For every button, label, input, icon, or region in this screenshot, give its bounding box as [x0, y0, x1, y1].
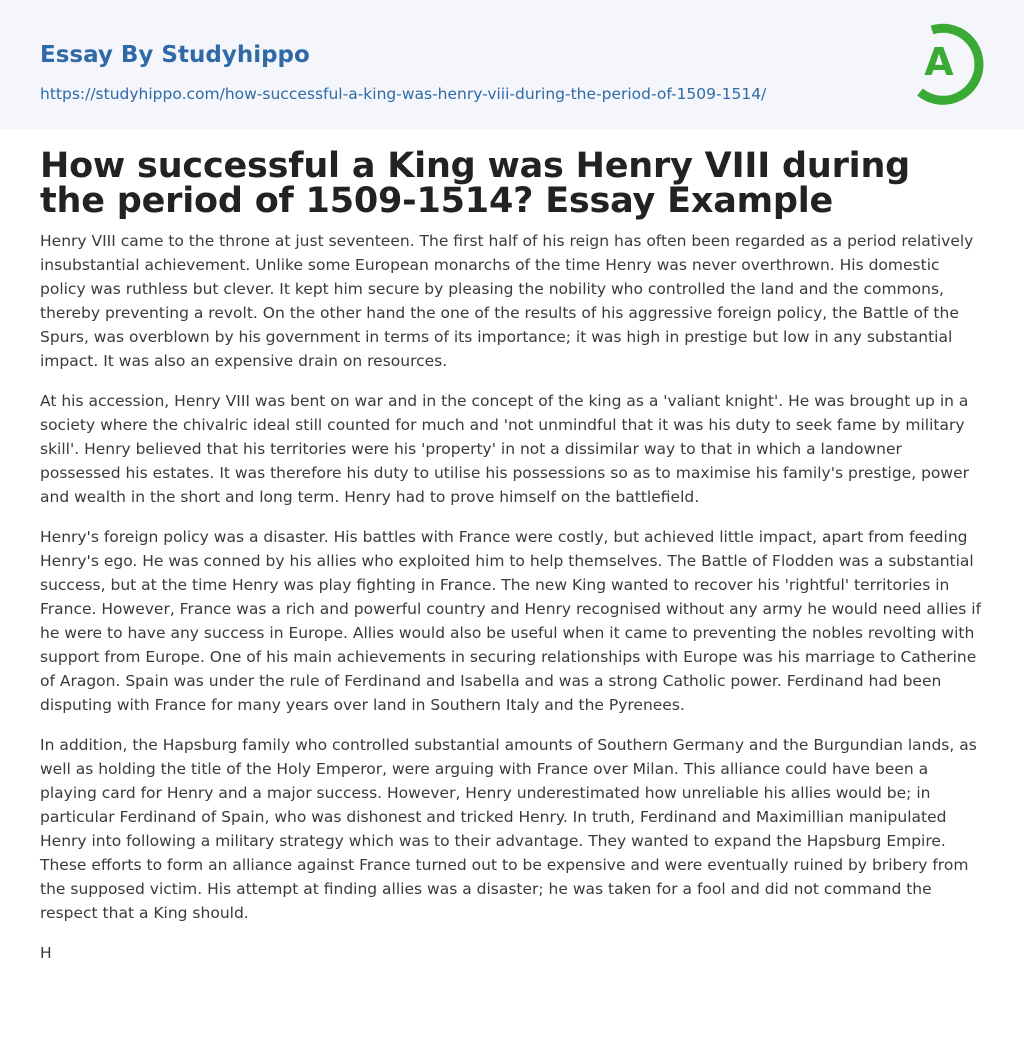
- paragraph-2: At his accession, Henry VIII was bent on war and in the concept of the king as a 'valiant knight'. He was brought up in a society where the chivalric ideal still counted for much and 'not unmindful that it was his duty to seek fame by military skill'. Henry believed that his territories were his 'property' in not a dissimilar way to that in which a landowner possessed his estates. It was therefore his duty to utilise his possessions so as to maximise his family's prestige, power and wealth in the short and long term. Henry had to prove himself on the battlefield.: [40, 392, 969, 506]
- site-brand[interactable]: Essay By Studyhippo: [40, 42, 310, 68]
- article-body: [40, 229, 984, 965]
- page-title: How successful a King was Henry VIII during the period of 1509-1514? Essay Example: [40, 146, 911, 221]
- site-header: [0, 0, 1024, 129]
- paragraph-3: Henry's foreign policy was a disaster. His battles with France were costly, but achieved little impact, apart from feeding Henry's ego. He was conned by his allies who exploited him to help themselves. The Battle of Flodden was a substantial success, but at the time Henry was play fighting in France. The new King wanted to recover his 'rightful' territories in France. However, France was a rich and powerful country and Henry recognised without any army he would need allies if he were to have any success in Europe. Allies would also be useful when it came to preventing the nobles revolting with support from Europe. One of his main achievements in securing relationships with Europe was his marriage to Catherine of Aragon. Spain was under the rule of Ferdinand and Isabella and was a strong Catholic power. Ferdinand had been disputing with France for many years over land in Southern Italy and the Pyrenees.: [40, 528, 982, 714]
- paragraph-4: In addition, the Hapsburg family who controlled substantial amounts of Southern Germany and the Burgundian lands, as well as holding the title of the Holy Emperor, were arguing with France over Milan. This alliance could have been a playing card for Henry and a major success. However, Henry underestimated how unreliable his allies would be; in particular Ferdinand of Spain, who was dishonest and tricked Henry. In truth, Ferdinand and Maximillian manipulated Henry into following a military strategy which was to their advantage. They wanted to expand the Hapsburg Empire. These efforts to form an alliance against France turned out to be expensive and were eventually ruined by bribery from the supposed victim. His attempt at finding allies was a disaster; he was taken for a fool and did not command the respect that a King should.: [40, 736, 977, 922]
- studyhippo-a-logo-icon[interactable]: [912, 18, 988, 106]
- page-url-link[interactable]: https://studyhippo.com/how-successful-a-king-was-henry-viii-during-the-period-of-1509-1514/: [40, 85, 767, 103]
- paragraph-5-truncated: H: [40, 944, 52, 962]
- paragraph-1: Henry VIII came to the throne at just seventeen. The first half of his reign has often been regarded as a period relatively insubstantial achievement. Unlike some European monarchs of the time Henry was never overthrown. His domestic policy was ruthless but clever. It kept him secure by pleasing the nobility who controlled the land and the commons, thereby preventing a revolt. On the other hand the one of the results of his aggressive foreign policy, the Battle of the Spurs, was overblown by his government in terms of its importance; it was high in prestige but low in any substantial impact. It was also an expensive drain on resources.: [40, 232, 974, 370]
- logo-letter: A: [924, 40, 954, 84]
- article: [0, 129, 1024, 965]
